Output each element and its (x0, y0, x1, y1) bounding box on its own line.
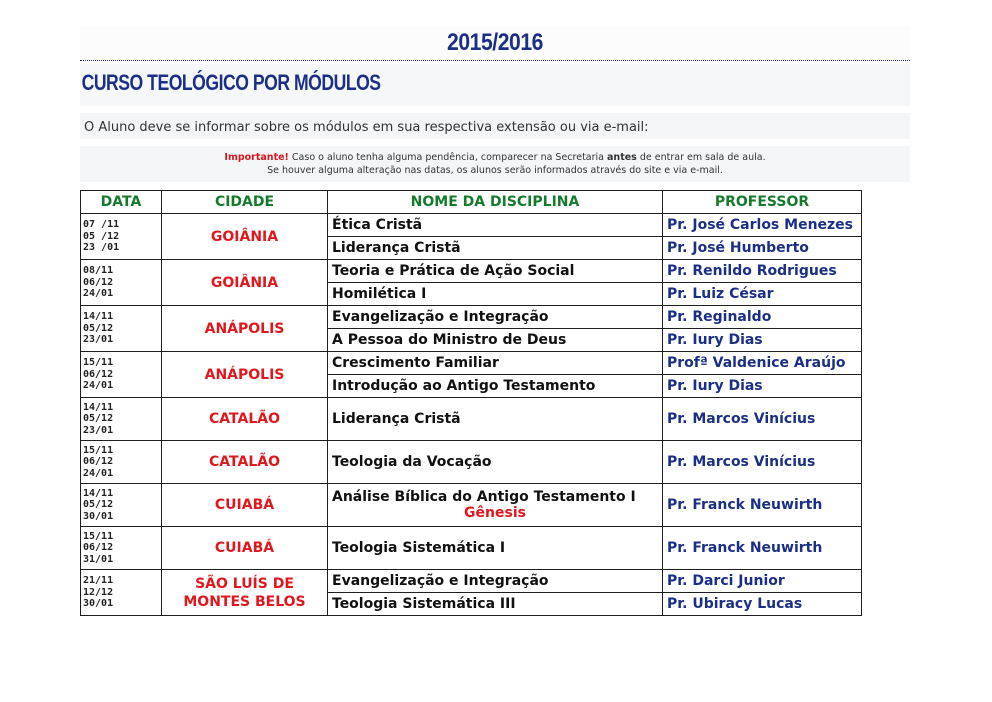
schedule-table (80, 190, 862, 616)
discipline-cell: Ética Cristã (328, 214, 663, 237)
professor-cell: Pr. José Carlos Menezes (663, 214, 862, 237)
table-row (81, 260, 862, 283)
city-cell: ANÁPOLIS (162, 352, 328, 398)
professor-cell: Pr. Franck Neuwirth (663, 527, 862, 570)
table-row (81, 214, 862, 237)
professor-cell: Pr. Renildo Rodrigues (663, 260, 862, 283)
discipline-cell: Teoria e Prática de Ação Social (328, 260, 663, 283)
professor-cell: Profª Valdenice Araújo (663, 352, 862, 375)
professor-cell: Pr. Marcos Vinícius (663, 398, 862, 441)
city-cell: CATALÃO (162, 441, 328, 484)
discipline-cell: Evangelização e Integração (328, 570, 663, 593)
intro-text: O Aluno deve se informar sobre os módulos em sua respectiva extensão ou via e-mail: (84, 120, 649, 135)
professor-cell: Pr. Ubiracy Lucas (663, 593, 862, 616)
table-row (81, 398, 862, 441)
discipline-cell: Teologia da Vocação (328, 441, 663, 484)
table-row (81, 352, 862, 375)
discipline-subtitle: Gênesis (464, 505, 526, 521)
header-professor: PROFESSOR (663, 191, 862, 214)
date-cell: 21/11 12/12 30/01 (81, 570, 162, 616)
professor-cell: Pr. Luiz César (663, 283, 862, 306)
date-cell: 08/11 06/12 24/01 (81, 260, 162, 306)
schedule-body (81, 214, 862, 616)
city-cell: SÃO LUÍS DE MONTES BELOS (162, 570, 328, 616)
city-cell: ANÁPOLIS (162, 306, 328, 352)
professor-cell: Pr. Iury Dias (663, 329, 862, 352)
professor-cell: Pr. Darci Junior (663, 570, 862, 593)
table-row (81, 527, 862, 570)
date-cell: 14/11 05/12 23/01 (81, 306, 162, 352)
course-band (80, 64, 910, 106)
discipline-cell: Homilética I (328, 283, 663, 306)
professor-cell: Pr. José Humberto (663, 237, 862, 260)
date-cell: 14/11 05/12 23/01 (81, 398, 162, 441)
professor-cell: Pr. Franck Neuwirth (663, 484, 862, 527)
course-title: CURSO TEOLÓGICO POR MÓDULOS (81, 70, 381, 95)
city-cell: CUIABÁ (162, 484, 328, 527)
date-cell: 15/11 06/12 31/01 (81, 527, 162, 570)
discipline-cell: A Pessoa do Ministro de Deus (328, 329, 663, 352)
discipline-cell: Crescimento Familiar (328, 352, 663, 375)
discipline-cell: Evangelização e Integração (328, 306, 663, 329)
date-cell: 14/11 05/12 30/01 (81, 484, 162, 527)
important-label: Importante! (224, 152, 289, 163)
discipline-cell: Teologia Sistemática III (328, 593, 663, 616)
notice-text-a: Caso o aluno tenha alguma pendência, comparecer na Secretaria (288, 152, 608, 163)
table-row (81, 306, 862, 329)
page-year: 2015/2016 (447, 29, 543, 56)
header-discipline: NOME DA DISCIPLINA (328, 191, 663, 214)
notice-text-b: de entrar em sala de aula. (636, 152, 766, 163)
table-row (81, 570, 862, 593)
professor-cell: Pr. Reginaldo (663, 306, 862, 329)
header-city: CIDADE (162, 191, 328, 214)
discipline-cell: Análise Bíblica do Antigo Testamento I Gênesis (328, 484, 663, 527)
professor-cell: Pr. Marcos Vinícius (663, 441, 862, 484)
table-row (81, 484, 862, 527)
header-date: DATA (81, 191, 162, 214)
table-row (81, 441, 862, 484)
date-cell: 15/11 06/12 24/01 (81, 352, 162, 398)
notice-line-2: Se houver alguma alteração nas datas, os alunos serão informados através do site e via e-mail. (267, 165, 723, 176)
table-header-row (81, 191, 862, 214)
city-cell: CATALÃO (162, 398, 328, 441)
date-cell: 07 /11 05 /12 23 /01 (81, 214, 162, 260)
city-cell: GOIÂNIA (162, 260, 328, 306)
city-cell: GOIÂNIA (162, 214, 328, 260)
city-cell: CUIABÁ (162, 527, 328, 570)
year-band (80, 26, 910, 61)
professor-cell: Pr. Iury Dias (663, 375, 862, 398)
discipline-cell: Introdução ao Antigo Testamento (328, 375, 663, 398)
discipline-cell: Liderança Cristã (328, 237, 663, 260)
date-cell: 15/11 06/12 24/01 (81, 441, 162, 484)
notice-bold: antes (607, 152, 637, 163)
discipline-cell: Liderança Cristã (328, 398, 663, 441)
notice-line-1 (80, 152, 910, 163)
discipline-cell: Teologia Sistemática I (328, 527, 663, 570)
